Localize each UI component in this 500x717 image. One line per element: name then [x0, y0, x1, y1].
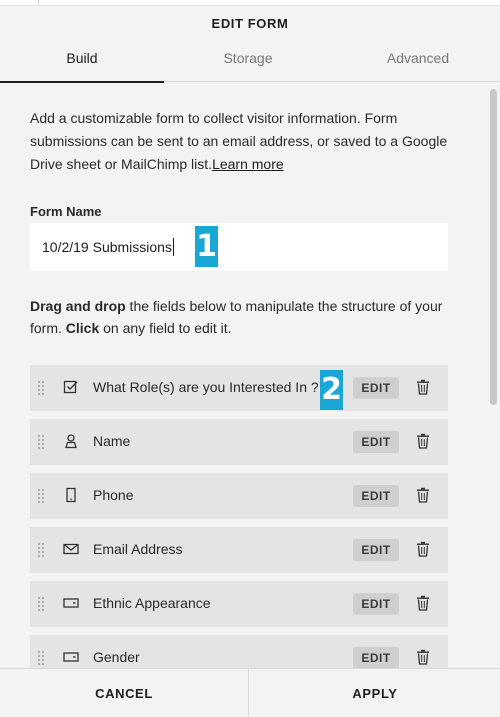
trash-icon[interactable]: [416, 541, 430, 557]
instructions-bold-click: Click: [65, 320, 100, 336]
field-row[interactable]: [30, 581, 448, 627]
field-row[interactable]: [30, 473, 448, 519]
learn-more-link[interactable]: Learn more: [212, 156, 284, 172]
field-row[interactable]: [30, 419, 448, 465]
field-row[interactable]: [30, 365, 448, 411]
footer: [0, 668, 500, 717]
edit-field-button[interactable]: EDIT: [353, 377, 399, 399]
field-label: Name: [93, 433, 131, 449]
dropdown-icon: [63, 595, 79, 611]
tab-build[interactable]: Build: [66, 50, 98, 66]
page-title: EDIT FORM: [211, 16, 289, 31]
edit-field-button[interactable]: EDIT: [353, 539, 399, 561]
dropdown-icon: [63, 649, 79, 665]
field-label: Email Address: [93, 541, 183, 557]
drag-handle-icon[interactable]: [38, 597, 44, 611]
trash-icon[interactable]: [416, 595, 430, 611]
drag-handle-icon[interactable]: [38, 543, 44, 557]
cancel-button[interactable]: CANCEL: [0, 669, 249, 717]
drag-handle-icon[interactable]: [38, 489, 44, 503]
content-scroll-area[interactable]: [0, 83, 500, 668]
instructions-part-1: the fields below to manipulate the structure of your form.: [30, 298, 443, 336]
field-label: Gender: [93, 649, 140, 665]
field-row[interactable]: [30, 635, 448, 668]
instructions-part-2: on any field to edit it.: [99, 320, 232, 336]
phone-icon: [63, 487, 79, 503]
field-label: Phone: [93, 487, 134, 503]
intro-description: Add a customizable form to collect visitor information. Form submissions can be sent to an email address, or saved to a Google Drive sheet or MailChimp list.: [30, 110, 448, 172]
field-label: What Role(s) are you Interested In ?: [93, 379, 319, 395]
trash-icon[interactable]: [416, 433, 430, 449]
instructions-bold-drag: Drag and drop: [30, 298, 126, 314]
apply-button[interactable]: APPLY: [352, 686, 398, 701]
field-label: Ethnic Appearance: [93, 595, 211, 611]
header: [0, 6, 500, 82]
tab-storage[interactable]: Storage: [223, 50, 273, 66]
trash-icon[interactable]: [416, 649, 430, 665]
envelope-icon: [63, 541, 79, 557]
drag-handle-icon[interactable]: [38, 651, 44, 665]
tab-bar: [0, 46, 500, 82]
checkbox-icon: [63, 379, 79, 395]
form-name-value: 10/2/19 Submissions: [42, 239, 172, 255]
intro-text: [30, 107, 450, 176]
form-name-input[interactable]: [30, 223, 448, 271]
edit-field-button[interactable]: EDIT: [353, 431, 399, 453]
person-icon: [63, 433, 79, 449]
text-caret: [173, 238, 174, 256]
form-name-label: Form Name: [30, 204, 102, 219]
tab-advanced[interactable]: Advanced: [386, 50, 450, 66]
trash-icon[interactable]: [416, 487, 430, 503]
annotation-badge-1: 1: [195, 226, 218, 267]
field-row[interactable]: [30, 527, 448, 573]
edit-field-button[interactable]: EDIT: [353, 593, 399, 615]
drag-handle-icon[interactable]: [38, 381, 44, 395]
instructions-text: [30, 295, 450, 339]
scrollbar-thumb[interactable]: [490, 89, 497, 405]
edit-field-button[interactable]: EDIT: [353, 647, 399, 668]
annotation-badge-2: 2: [320, 370, 343, 410]
drag-handle-icon[interactable]: [38, 435, 44, 449]
field-list: [30, 365, 448, 668]
trash-icon[interactable]: [416, 379, 430, 395]
edit-field-button[interactable]: EDIT: [353, 485, 399, 507]
